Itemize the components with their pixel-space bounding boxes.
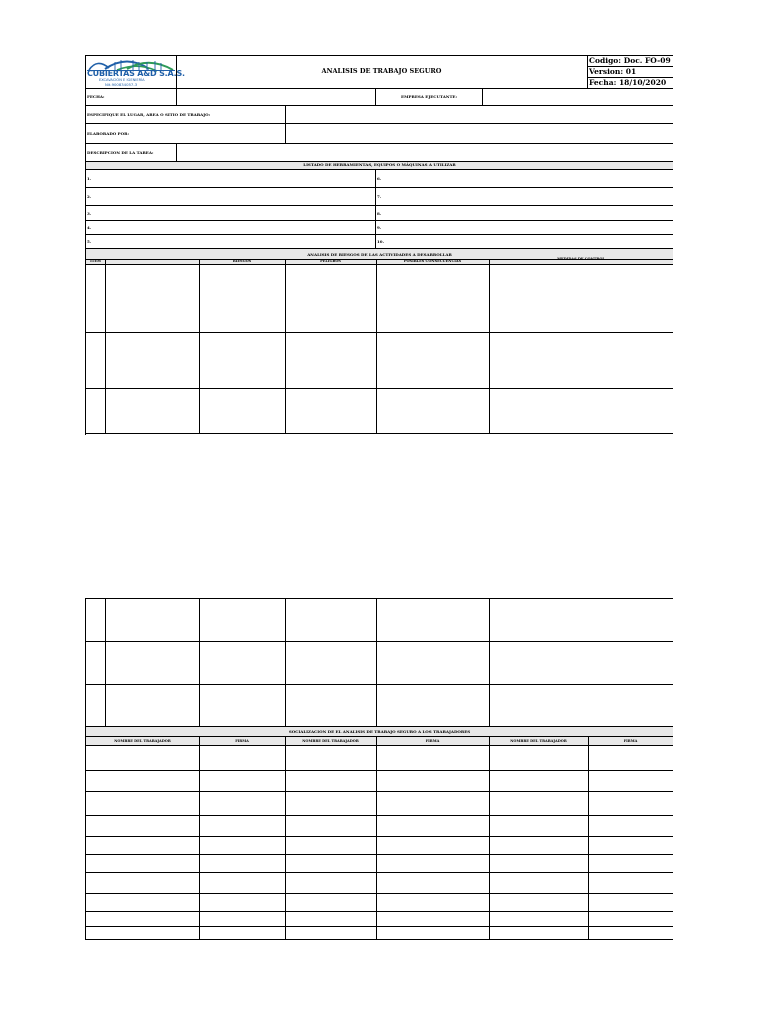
tool-item-3[interactable]: 3. — [87, 211, 92, 216]
lugar-input[interactable] — [286, 106, 672, 122]
signature-row[interactable] — [86, 894, 673, 911]
risk-row[interactable] — [86, 599, 673, 641]
signature-row[interactable] — [86, 927, 673, 939]
doc-code: Codigo: Doc. FO-09 — [589, 56, 671, 65]
risk-col-consecuencias: POSIBLES CONSECUENCIAS — [403, 259, 462, 263]
logo-tagline: EXCAVACIÓN E IGENIERÍA — [99, 78, 145, 82]
descripcion-input[interactable] — [177, 144, 672, 160]
empresa-label: EMPRESA EJECUTANTE: — [401, 94, 457, 99]
fecha-label: FECHA: — [87, 94, 105, 99]
sig-col-firma-2: FIRMA — [425, 739, 440, 743]
risk-row[interactable] — [86, 642, 673, 684]
sig-col-firma-3: FIRMA — [623, 739, 638, 743]
signature-row[interactable] — [86, 816, 673, 836]
tool-item-5[interactable]: 5. — [87, 239, 92, 244]
signature-row[interactable] — [86, 771, 673, 791]
elaborado-label: ELABORADO POR: — [87, 131, 129, 136]
tools-heading: LISTADO DE HERRAMIENTAS, EQUIPOS O MÁQUINAS A UTILIZAR — [303, 162, 456, 167]
risk-row[interactable] — [86, 389, 673, 433]
risk-col-peligros: PELIGROS — [320, 259, 341, 263]
company-logo — [87, 56, 185, 87]
doc-date: Fecha: 18/10/2020 — [589, 78, 667, 87]
tool-item-1[interactable]: 1. — [87, 176, 92, 181]
risk-col-riesgos: RIESGOS — [232, 259, 252, 263]
risk-row[interactable] — [86, 333, 673, 388]
fecha-input[interactable] — [177, 89, 374, 104]
risk-col-medidas: MEDIDAS DE CONTROL — [557, 257, 605, 261]
sig-col-nombre-3: NOMBRE DEL TRABAJADOR — [510, 739, 567, 743]
tool-item-2[interactable]: 2. — [87, 194, 92, 199]
sig-col-firma-1: FIRMA — [235, 739, 249, 743]
document-title: ANALISIS DE TRABAJO SEGURO — [321, 67, 442, 75]
tool-item-6[interactable]: 6. — [377, 176, 382, 181]
doc-version: Version: 01 — [589, 67, 637, 76]
signature-row[interactable] — [86, 873, 673, 893]
tool-item-7[interactable]: 7. — [377, 194, 382, 199]
signature-row[interactable] — [86, 912, 673, 926]
risk-row[interactable] — [86, 685, 673, 726]
logo-brand: CUBIERTAS A&D S.A.S. — [87, 69, 185, 78]
lugar-label: ESPECIFIQUE EL LUGAR, AREA O SITIO DE TRABAJO: — [87, 112, 211, 117]
signature-row[interactable] — [86, 855, 673, 872]
sig-col-nombre-2: NOMBRE DEL TRABAJADOR — [302, 739, 359, 743]
socialization-heading: SOCIALIZACION DE EL ANALISIS DE TRABAJO SEGURO A LOS TRABAJADORES — [288, 729, 471, 734]
risk-heading: ANALISIS DE RIESGOS DE LAS ACTIVIDADES A DESARROLLAR — [307, 252, 452, 257]
sig-col-nombre-1: NOMBRE DEL TRABAJADOR — [114, 739, 171, 743]
risk-row[interactable] — [86, 265, 673, 332]
tool-item-8[interactable]: 8. — [377, 211, 382, 216]
signature-row[interactable] — [86, 746, 673, 770]
signature-row[interactable] — [86, 792, 673, 815]
tool-item-10[interactable]: 10. — [377, 239, 384, 244]
empresa-input[interactable] — [483, 89, 672, 104]
elaborado-input[interactable] — [286, 124, 672, 142]
tool-item-9[interactable]: 9. — [377, 225, 382, 230]
signature-row[interactable] — [86, 837, 673, 854]
tool-item-4[interactable]: 4. — [87, 225, 92, 230]
descripcion-label: DESCRIPCION DE LA TAREA: — [87, 150, 154, 155]
logo-nit: Nit.900834057-3 — [105, 82, 138, 87]
risk-col-item: ITEM — [90, 259, 101, 263]
